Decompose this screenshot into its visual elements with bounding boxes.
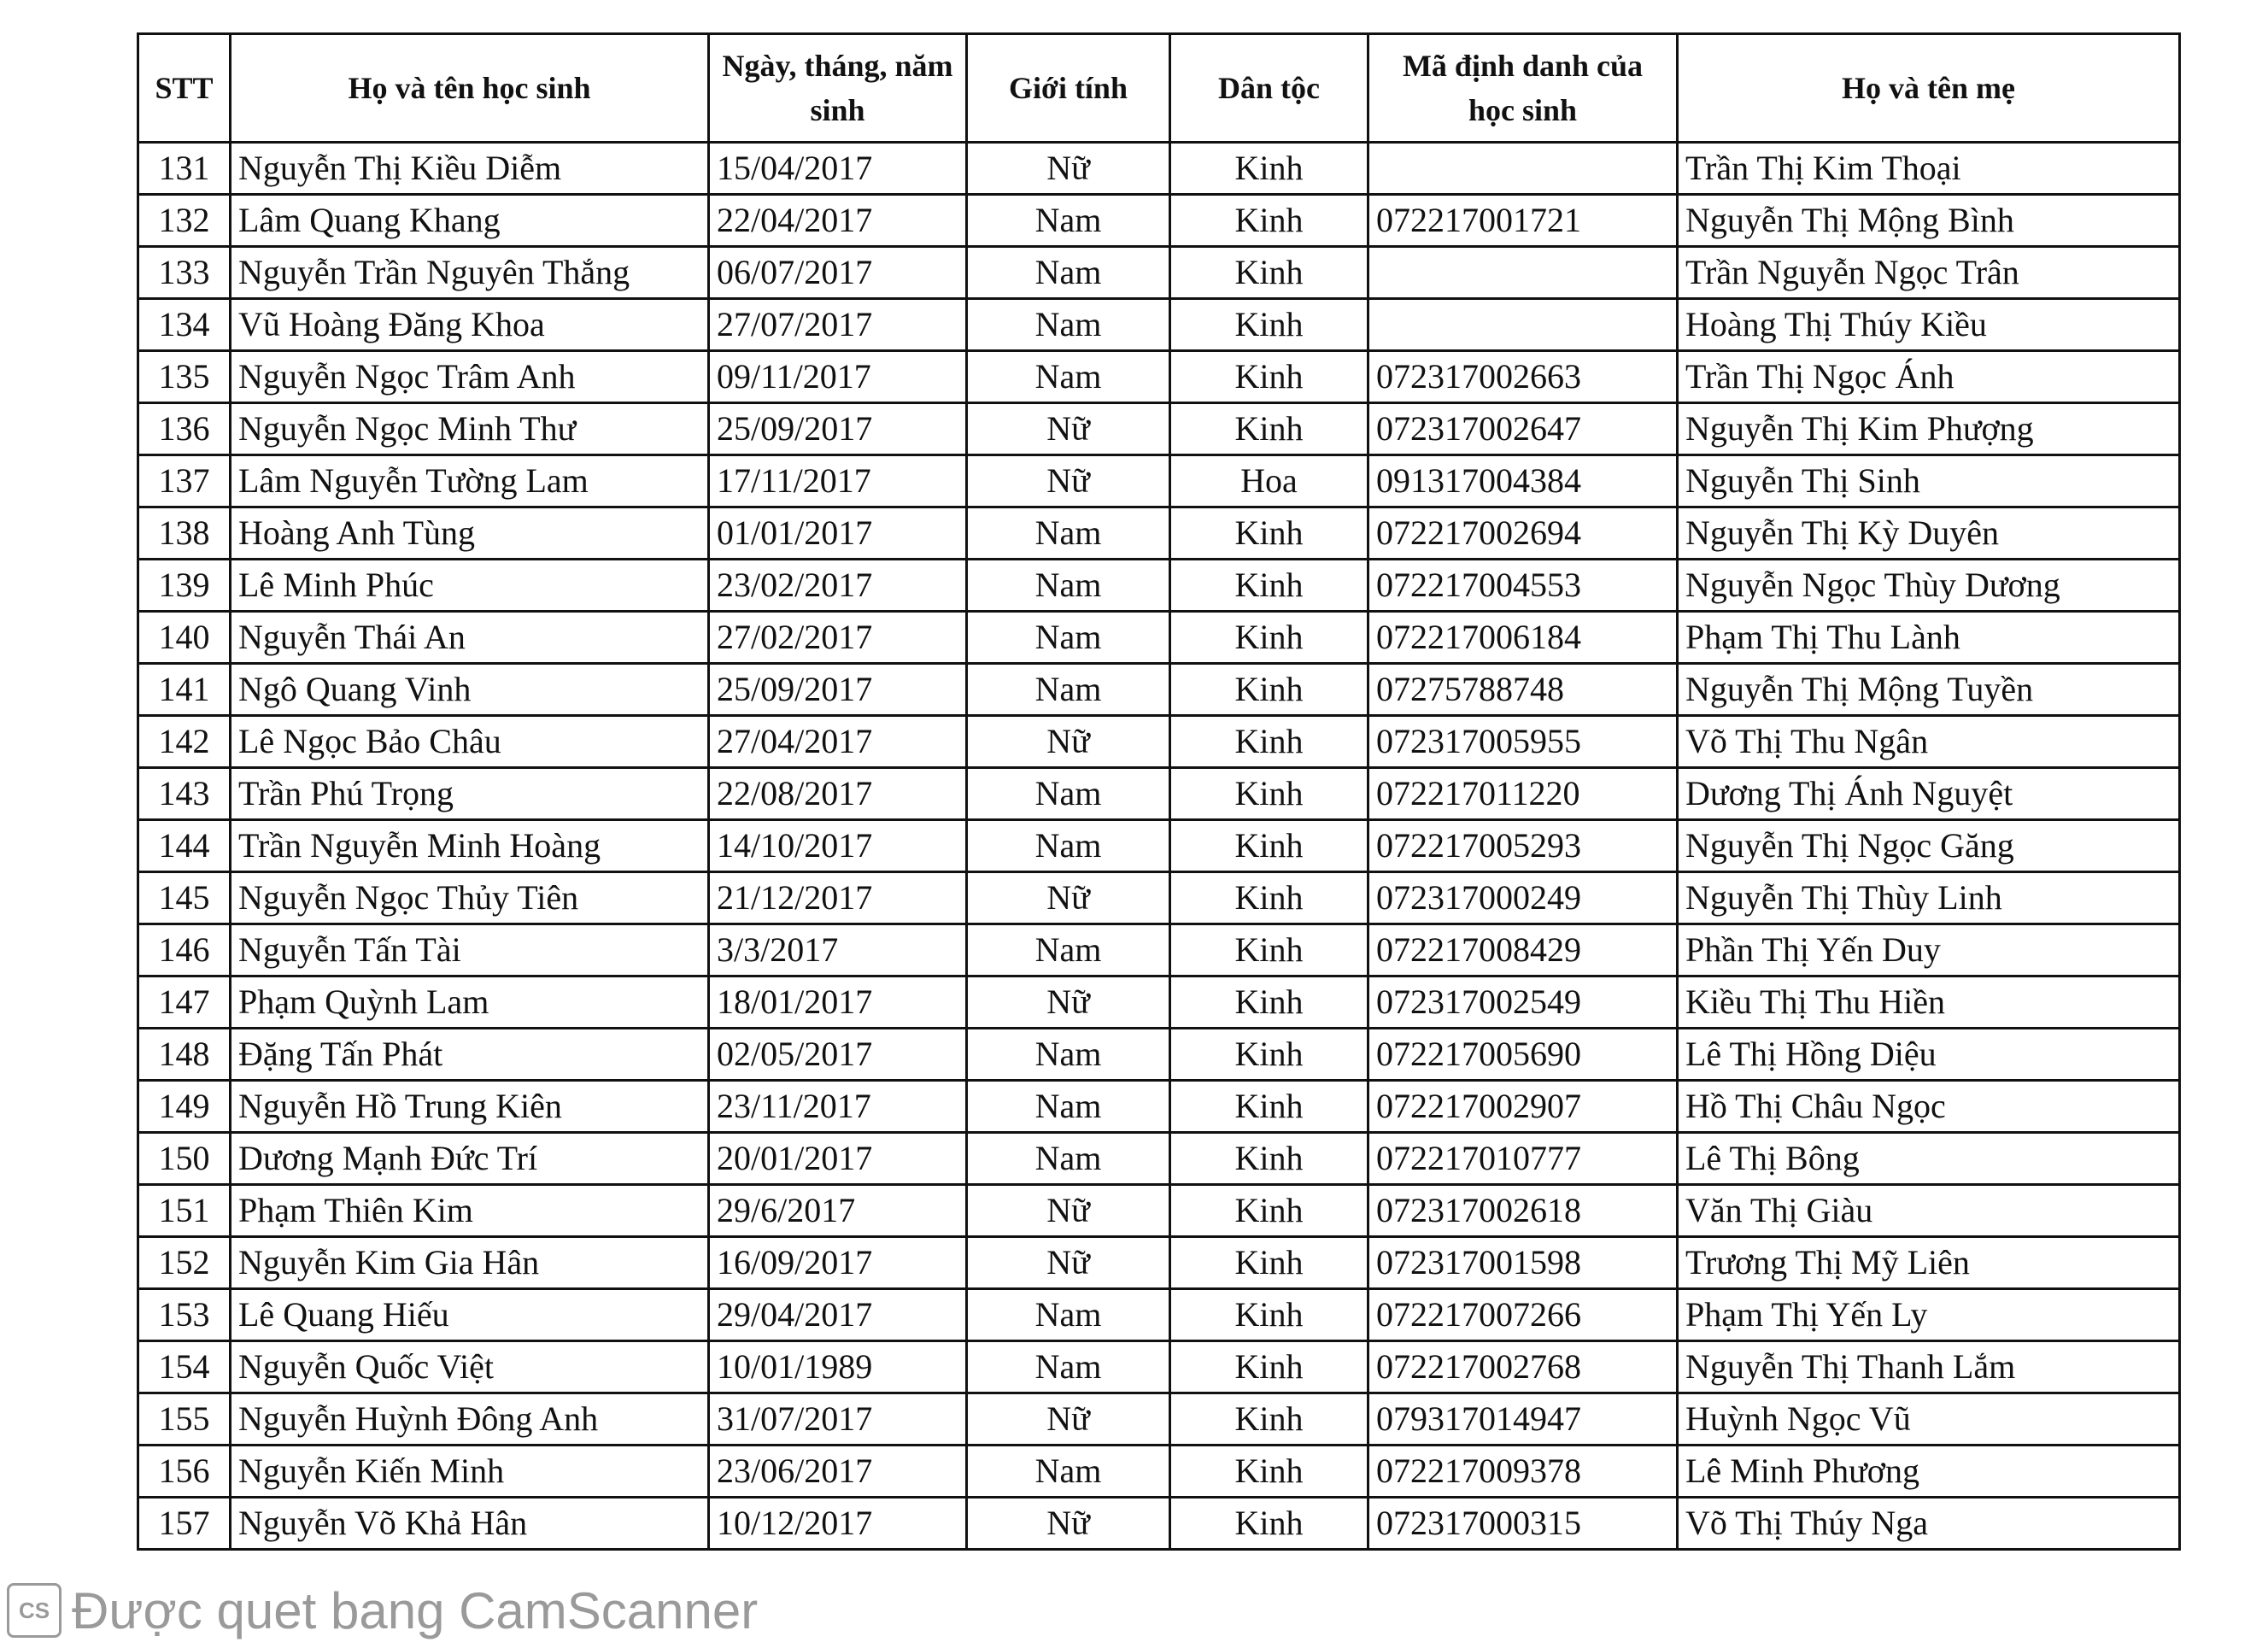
cell-ethnicity: Kinh: [1170, 1289, 1368, 1341]
table-row: [138, 1446, 2180, 1498]
cell-dob: 23/06/2017: [709, 1446, 967, 1498]
cell-student-id: 07275788748: [1368, 664, 1678, 716]
cell-student-name: Ngô Quang Vinh: [231, 664, 709, 716]
cell-sex: Nữ: [967, 403, 1170, 455]
cell-student-name: Lê Minh Phúc: [231, 560, 709, 612]
cell-ethnicity: Kinh: [1170, 1133, 1368, 1185]
cell-mother-name: Nguyễn Thị Mộng Tuyền: [1678, 664, 2180, 716]
cell-student-name: Nguyễn Hồ Trung Kiên: [231, 1081, 709, 1133]
cell-ethnicity: Kinh: [1170, 143, 1368, 195]
cell-ethnicity: Kinh: [1170, 351, 1368, 403]
cell-student-id: 079317014947: [1368, 1393, 1678, 1446]
table-row: [138, 1029, 2180, 1081]
cell-dob: 29/04/2017: [709, 1289, 967, 1341]
watermark-text: Được quet bang CamScanner: [72, 1581, 759, 1639]
cell-mother-name: Võ Thị Thu Ngân: [1678, 716, 2180, 768]
cell-ethnicity: Kinh: [1170, 872, 1368, 924]
cell-sex: Nam: [967, 612, 1170, 664]
cell-student-name: Lê Ngọc Bảo Châu: [231, 716, 709, 768]
cell-ethnicity: Kinh: [1170, 1185, 1368, 1237]
cell-stt: 153: [138, 1289, 231, 1341]
cell-dob: 21/12/2017: [709, 872, 967, 924]
cell-dob: 09/11/2017: [709, 351, 967, 403]
cell-mother-name: Nguyễn Thị Ngọc Găng: [1678, 820, 2180, 872]
header-student-id: Mã định danh của học sinh: [1368, 34, 1678, 143]
cell-student-id: 072217008429: [1368, 924, 1678, 976]
cell-mother-name: Phần Thị Yến Duy: [1678, 924, 2180, 976]
cell-sex: Nam: [967, 1446, 1170, 1498]
cell-student-name: Vũ Hoàng Đăng Khoa: [231, 299, 709, 351]
cell-stt: 134: [138, 299, 231, 351]
cell-dob: 22/08/2017: [709, 768, 967, 820]
cell-mother-name: Lê Thị Hồng Diệu: [1678, 1029, 2180, 1081]
cell-mother-name: Nguyễn Thị Kỳ Duyên: [1678, 507, 2180, 560]
cell-student-id: 072217009378: [1368, 1446, 1678, 1498]
cell-student-name: Nguyễn Ngọc Trâm Anh: [231, 351, 709, 403]
cell-student-name: Phạm Thiên Kim: [231, 1185, 709, 1237]
cell-sex: Nam: [967, 820, 1170, 872]
cell-ethnicity: Kinh: [1170, 1393, 1368, 1446]
cell-ethnicity: Kinh: [1170, 612, 1368, 664]
cell-sex: Nam: [967, 924, 1170, 976]
cell-student-id: 072217001721: [1368, 195, 1678, 247]
table-row: [138, 195, 2180, 247]
table-row: [138, 1133, 2180, 1185]
cell-mother-name: Nguyễn Thị Thùy Linh: [1678, 872, 2180, 924]
cell-mother-name: Nguyễn Ngọc Thùy Dương: [1678, 560, 2180, 612]
cell-mother-name: Kiều Thị Thu Hiền: [1678, 976, 2180, 1029]
cell-student-id: 072317002647: [1368, 403, 1678, 455]
cell-sex: Nam: [967, 351, 1170, 403]
cell-mother-name: Hồ Thị Châu Ngọc: [1678, 1081, 2180, 1133]
cell-sex: Nữ: [967, 976, 1170, 1029]
cell-dob: 10/12/2017: [709, 1498, 967, 1550]
cell-student-name: Nguyễn Ngọc Thủy Tiên: [231, 872, 709, 924]
cell-ethnicity: Kinh: [1170, 716, 1368, 768]
cell-mother-name: Hoàng Thị Thúy Kiều: [1678, 299, 2180, 351]
cell-sex: Nam: [967, 1133, 1170, 1185]
cell-sex: Nam: [967, 299, 1170, 351]
table-row: [138, 820, 2180, 872]
cell-dob: 23/11/2017: [709, 1081, 967, 1133]
cell-student-id: 072217010777: [1368, 1133, 1678, 1185]
cell-stt: 156: [138, 1446, 231, 1498]
cell-student-name: Nguyễn Huỳnh Đông Anh: [231, 1393, 709, 1446]
header-dob: Ngày, tháng, năm sinh: [709, 34, 967, 143]
cell-student-name: Dương Mạnh Đức Trí: [231, 1133, 709, 1185]
cell-mother-name: Trần Thị Ngọc Ánh: [1678, 351, 2180, 403]
cell-stt: 135: [138, 351, 231, 403]
table-row: [138, 1081, 2180, 1133]
cell-sex: Nam: [967, 1029, 1170, 1081]
cell-student-id: 072317005955: [1368, 716, 1678, 768]
cell-student-name: Nguyễn Ngọc Minh Thư: [231, 403, 709, 455]
cell-stt: 147: [138, 976, 231, 1029]
cell-student-name: Trần Phú Trọng: [231, 768, 709, 820]
cell-sex: Nam: [967, 195, 1170, 247]
cell-ethnicity: Kinh: [1170, 247, 1368, 299]
cell-dob: 10/01/1989: [709, 1341, 967, 1393]
cell-student-name: Nguyễn Kim Gia Hân: [231, 1237, 709, 1289]
cell-ethnicity: Kinh: [1170, 299, 1368, 351]
cell-student-id: [1368, 299, 1678, 351]
cell-sex: Nam: [967, 560, 1170, 612]
cell-student-name: Nguyễn Tấn Tài: [231, 924, 709, 976]
cell-stt: 136: [138, 403, 231, 455]
cell-ethnicity: Kinh: [1170, 403, 1368, 455]
cell-stt: 148: [138, 1029, 231, 1081]
cell-stt: 132: [138, 195, 231, 247]
cell-mother-name: Trần Nguyễn Ngọc Trân: [1678, 247, 2180, 299]
cell-stt: 131: [138, 143, 231, 195]
cell-student-id: 072217005690: [1368, 1029, 1678, 1081]
cell-student-name: Lê Quang Hiếu: [231, 1289, 709, 1341]
cell-ethnicity: Kinh: [1170, 1237, 1368, 1289]
cell-dob: 15/04/2017: [709, 143, 967, 195]
header-student-name: Họ và tên học sinh: [231, 34, 709, 143]
cell-sex: Nam: [967, 768, 1170, 820]
cell-stt: 142: [138, 716, 231, 768]
cell-student-id: 072217006184: [1368, 612, 1678, 664]
cell-mother-name: Phạm Thị Thu Lành: [1678, 612, 2180, 664]
table-row: [138, 664, 2180, 716]
cell-student-id: 072317000249: [1368, 872, 1678, 924]
table-row: [138, 1237, 2180, 1289]
cell-student-name: Hoàng Anh Tùng: [231, 507, 709, 560]
camscanner-watermark: [7, 1576, 758, 1645]
cell-ethnicity: Kinh: [1170, 664, 1368, 716]
cell-student-id: 072217002694: [1368, 507, 1678, 560]
cell-stt: 133: [138, 247, 231, 299]
cell-student-name: Lâm Nguyễn Tường Lam: [231, 455, 709, 507]
cell-mother-name: Lê Minh Phương: [1678, 1446, 2180, 1498]
cell-student-name: Nguyễn Thái An: [231, 612, 709, 664]
cell-mother-name: Lê Thị Bông: [1678, 1133, 2180, 1185]
cell-student-name: Phạm Quỳnh Lam: [231, 976, 709, 1029]
cell-stt: 140: [138, 612, 231, 664]
cell-student-id: 072217002768: [1368, 1341, 1678, 1393]
cell-mother-name: Văn Thị Giàu: [1678, 1185, 2180, 1237]
cell-ethnicity: Kinh: [1170, 924, 1368, 976]
cell-dob: 29/6/2017: [709, 1185, 967, 1237]
cell-sex: Nam: [967, 1341, 1170, 1393]
cell-dob: 31/07/2017: [709, 1393, 967, 1446]
cell-dob: 27/07/2017: [709, 299, 967, 351]
cell-ethnicity: Kinh: [1170, 195, 1368, 247]
cell-student-name: Nguyễn Quốc Việt: [231, 1341, 709, 1393]
cell-ethnicity: Kinh: [1170, 820, 1368, 872]
cell-sex: Nữ: [967, 1393, 1170, 1446]
cell-dob: 06/07/2017: [709, 247, 967, 299]
cell-student-id: 072317001598: [1368, 1237, 1678, 1289]
table-row: [138, 1185, 2180, 1237]
cell-dob: 18/01/2017: [709, 976, 967, 1029]
table-row: [138, 455, 2180, 507]
cell-stt: 144: [138, 820, 231, 872]
cell-student-name: Nguyễn Kiến Minh: [231, 1446, 709, 1498]
cell-student-id: 091317004384: [1368, 455, 1678, 507]
cell-sex: Nữ: [967, 716, 1170, 768]
table-row: [138, 976, 2180, 1029]
cell-ethnicity: Kinh: [1170, 560, 1368, 612]
cell-student-id: 072217011220: [1368, 768, 1678, 820]
table-body: [138, 143, 2180, 1550]
cell-stt: 146: [138, 924, 231, 976]
cell-dob: 27/04/2017: [709, 716, 967, 768]
cell-mother-name: Phạm Thị Yến Ly: [1678, 1289, 2180, 1341]
cell-ethnicity: Kinh: [1170, 768, 1368, 820]
cell-mother-name: Nguyễn Thị Sinh: [1678, 455, 2180, 507]
table-row: [138, 612, 2180, 664]
cell-dob: 3/3/2017: [709, 924, 967, 976]
cell-stt: 154: [138, 1341, 231, 1393]
cell-student-id: 072317002549: [1368, 976, 1678, 1029]
cell-sex: Nam: [967, 1289, 1170, 1341]
table-row: [138, 716, 2180, 768]
table-row: [138, 299, 2180, 351]
cell-mother-name: Nguyễn Thị Mộng Bình: [1678, 195, 2180, 247]
cell-sex: Nữ: [967, 143, 1170, 195]
table-row: [138, 1393, 2180, 1446]
cell-student-id: 072217007266: [1368, 1289, 1678, 1341]
cell-mother-name: Nguyễn Thị Kim Phượng: [1678, 403, 2180, 455]
cell-student-id: 072217005293: [1368, 820, 1678, 872]
table-row: [138, 1341, 2180, 1393]
cell-ethnicity: Kinh: [1170, 507, 1368, 560]
table-row: [138, 768, 2180, 820]
cell-sex: Nam: [967, 1081, 1170, 1133]
table-row: [138, 351, 2180, 403]
cell-sex: Nữ: [967, 1498, 1170, 1550]
table-row: [138, 143, 2180, 195]
cell-stt: 137: [138, 455, 231, 507]
table-row: [138, 560, 2180, 612]
cell-stt: 155: [138, 1393, 231, 1446]
cell-student-name: Trần Nguyễn Minh Hoàng: [231, 820, 709, 872]
cell-student-id: [1368, 143, 1678, 195]
cell-mother-name: Huỳnh Ngọc Vũ: [1678, 1393, 2180, 1446]
cell-ethnicity: Kinh: [1170, 1081, 1368, 1133]
cell-ethnicity: Kinh: [1170, 1029, 1368, 1081]
cell-stt: 157: [138, 1498, 231, 1550]
cell-dob: 27/02/2017: [709, 612, 967, 664]
cell-student-name: Nguyễn Trần Nguyên Thắng: [231, 247, 709, 299]
camscanner-logo-icon: CS: [7, 1583, 62, 1638]
cell-student-id: 072317000315: [1368, 1498, 1678, 1550]
cell-stt: 141: [138, 664, 231, 716]
cell-student-id: 072317002618: [1368, 1185, 1678, 1237]
table-row: [138, 872, 2180, 924]
cell-mother-name: Trần Thị Kim Thoại: [1678, 143, 2180, 195]
cell-student-id: 072217002907: [1368, 1081, 1678, 1133]
cell-sex: Nam: [967, 664, 1170, 716]
cell-stt: 139: [138, 560, 231, 612]
table-row: [138, 403, 2180, 455]
cell-sex: Nữ: [967, 455, 1170, 507]
cell-ethnicity: Kinh: [1170, 976, 1368, 1029]
header-row: [138, 34, 2180, 143]
cell-student-name: Lâm Quang Khang: [231, 195, 709, 247]
cell-sex: Nữ: [967, 1185, 1170, 1237]
cell-dob: 14/10/2017: [709, 820, 967, 872]
cell-dob: 16/09/2017: [709, 1237, 967, 1289]
cell-stt: 143: [138, 768, 231, 820]
cell-stt: 150: [138, 1133, 231, 1185]
table-row: [138, 1289, 2180, 1341]
cell-dob: 22/04/2017: [709, 195, 967, 247]
header-mother-name: Họ và tên mẹ: [1678, 34, 2180, 143]
cell-ethnicity: Hoa: [1170, 455, 1368, 507]
header-ethnicity: Dân tộc: [1170, 34, 1368, 143]
cell-student-id: 072317002663: [1368, 351, 1678, 403]
table-row: [138, 507, 2180, 560]
header-sex: Giới tính: [967, 34, 1170, 143]
cell-dob: 02/05/2017: [709, 1029, 967, 1081]
cell-ethnicity: Kinh: [1170, 1498, 1368, 1550]
cell-sex: Nữ: [967, 872, 1170, 924]
cell-dob: 25/09/2017: [709, 664, 967, 716]
table-row: [138, 247, 2180, 299]
cell-student-name: Nguyễn Thị Kiều Diễm: [231, 143, 709, 195]
cell-mother-name: Nguyễn Thị Thanh Lắm: [1678, 1341, 2180, 1393]
cell-mother-name: Trương Thị Mỹ Liên: [1678, 1237, 2180, 1289]
cell-stt: 149: [138, 1081, 231, 1133]
cell-stt: 145: [138, 872, 231, 924]
cell-dob: 20/01/2017: [709, 1133, 967, 1185]
cell-student-name: Đặng Tấn Phát: [231, 1029, 709, 1081]
header-stt: STT: [138, 34, 231, 143]
cell-mother-name: Võ Thị Thúy Nga: [1678, 1498, 2180, 1550]
cell-ethnicity: Kinh: [1170, 1446, 1368, 1498]
cell-sex: Nam: [967, 507, 1170, 560]
cell-dob: 01/01/2017: [709, 507, 967, 560]
table-row: [138, 924, 2180, 976]
cell-stt: 151: [138, 1185, 231, 1237]
cell-ethnicity: Kinh: [1170, 1341, 1368, 1393]
table-row: [138, 1498, 2180, 1550]
cell-mother-name: Dương Thị Ánh Nguyệt: [1678, 768, 2180, 820]
cell-student-id: 072217004553: [1368, 560, 1678, 612]
cell-sex: Nữ: [967, 1237, 1170, 1289]
cell-stt: 152: [138, 1237, 231, 1289]
student-table: [137, 32, 2181, 1551]
cell-dob: 23/02/2017: [709, 560, 967, 612]
cell-sex: Nam: [967, 247, 1170, 299]
cell-student-name: Nguyễn Võ Khả Hân: [231, 1498, 709, 1550]
cell-dob: 25/09/2017: [709, 403, 967, 455]
cell-stt: 138: [138, 507, 231, 560]
cell-student-id: [1368, 247, 1678, 299]
cell-dob: 17/11/2017: [709, 455, 967, 507]
